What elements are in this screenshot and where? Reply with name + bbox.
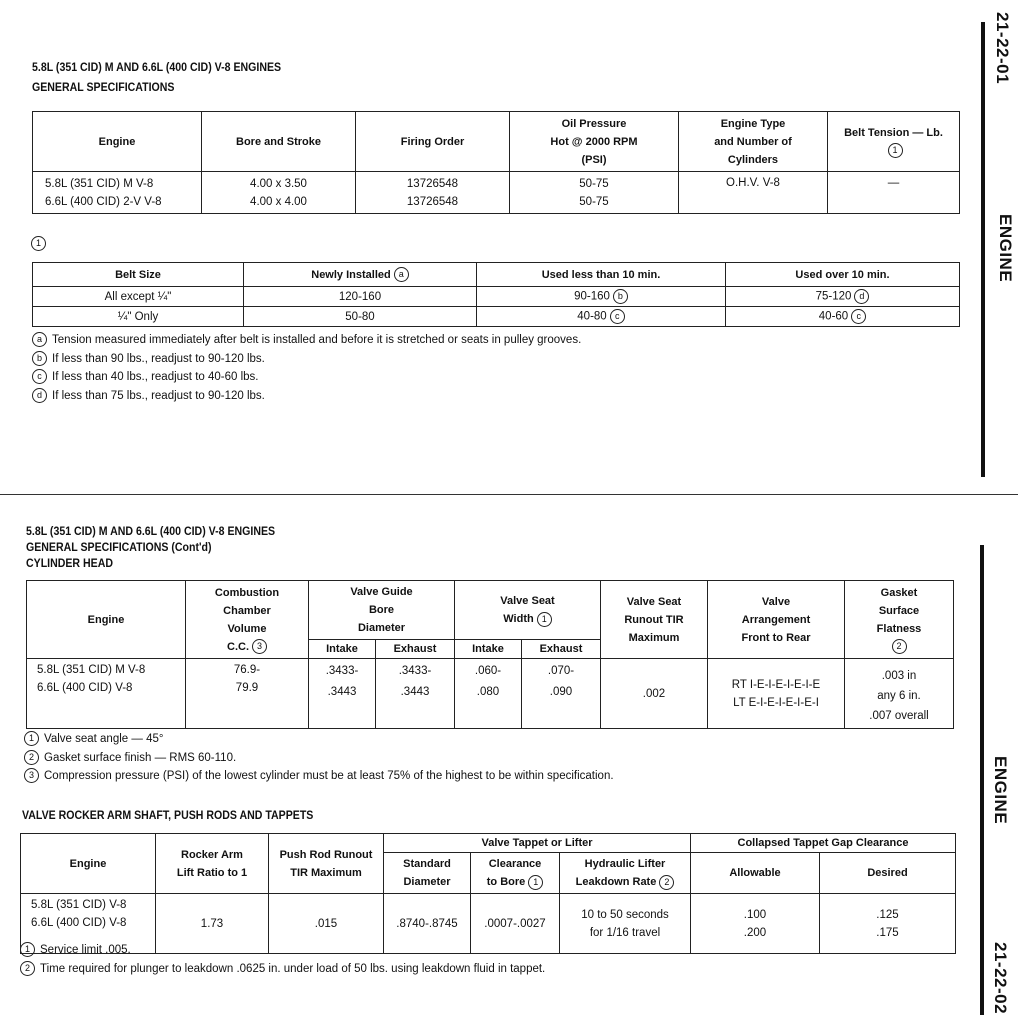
belt-note-marker: 1 [31, 236, 46, 251]
col-gasket: Gasket Surface Flatness 2 [845, 581, 954, 659]
rocker-notes [20, 941, 545, 978]
col-arrangement: Valve Arrangement Front to Rear [708, 581, 845, 659]
leakdown-cell: 10 to 50 seconds for 1/16 travel [560, 894, 691, 954]
belt-notes [32, 331, 581, 405]
note-1-icon: 1 [537, 612, 552, 627]
col-push-rod-runout: Push Rod Runout TIR Maximum [269, 834, 384, 894]
col-used-less: Used less than 10 min. [477, 263, 726, 287]
engine-type-cell: O.H.V. V-8 [679, 172, 828, 214]
col-engine: Engine [33, 112, 202, 172]
note-1-icon: 1 [888, 143, 903, 158]
runout-cell: .002 [601, 659, 708, 729]
note-line: a Tension measured immediately after belt is installed and before it is stretched or seats in pulley grooves. [32, 331, 581, 350]
clearance-cell: .0007-.0027 [471, 894, 560, 954]
desired-cell: .125 .175 [820, 894, 956, 954]
bore-stroke-cell: 4.00 x 3.50 4.00 x 4.00 [202, 172, 356, 214]
rocker-title: VALVE ROCKER ARM SHAFT, PUSH RODS AND TAPPETS [22, 810, 314, 822]
note-1-icon: 1 [528, 875, 543, 890]
page1-title: 5.8L (351 CID) M AND 6.6L (400 CID) V-8 ENGINES [32, 62, 282, 74]
col-collapsed-gap: Collapsed Tappet Gap Clearance [691, 834, 956, 853]
rocker-table [20, 833, 956, 954]
col-engine-type: Engine Type and Number of Cylinders [679, 112, 828, 172]
page2-side-label: ENGINE [991, 756, 1010, 825]
col-belt-tension: Belt Tension — Lb. 1 [828, 112, 960, 172]
note-line: 2 Gasket surface finish — RMS 60-110. [24, 749, 614, 768]
page2-number: 21-22-02 [991, 942, 1010, 1015]
note-3-icon: 3 [252, 639, 267, 654]
col-combustion: Combustion Chamber Volume C.C. 3 [186, 581, 309, 659]
cylinder-head-notes [24, 730, 614, 786]
guide-exhaust-cell: .3433- .3443 [376, 659, 455, 729]
cylinder-head-title: CYLINDER HEAD [26, 558, 113, 570]
page2-margin-rule [980, 545, 984, 1015]
belt-tension-table [32, 262, 960, 327]
note-line: 3 Compression pressure (PSI) of the lowest cylinder must be at least 75% of the highest to be within specification. [24, 767, 614, 786]
col-used-over: Used over 10 min. [726, 263, 960, 287]
col-valve-tappet: Valve Tappet or Lifter [384, 834, 691, 853]
seat-intake-cell: .060- .080 [455, 659, 522, 729]
col-guide-intake: Intake [309, 640, 376, 659]
col-belt-size: Belt Size [33, 263, 244, 287]
engine-cell: 5.8L (351 CID) M V-8 6.6L (400 CID) 2-V V-8 [33, 172, 202, 214]
page1-subtitle: GENERAL SPECIFICATIONS [32, 82, 175, 94]
belt-row: All except ¼" 120-160 90-160 b 75-120 d [33, 287, 960, 307]
page2-subtitle: GENERAL SPECIFICATIONS (Cont'd) [26, 542, 212, 554]
col-seat-width: Valve Seat Width 1 [455, 581, 601, 640]
engine-cell: 5.8L (351 CID) M V-8 6.6L (400 CID) V-8 [27, 659, 186, 729]
cylinder-head-table [26, 580, 954, 729]
allowable-cell: .100 .200 [691, 894, 820, 954]
gasket-cell: .003 in any 6 in. .007 overall [845, 659, 954, 729]
note-line: b If less than 90 lbs., readjust to 90-120 lbs. [32, 350, 581, 369]
note-line: 1 Service limit .005. [20, 941, 545, 960]
combustion-cell: 76.9- 79.9 [186, 659, 309, 729]
col-engine: Engine [21, 834, 156, 894]
col-engine: Engine [27, 581, 186, 659]
page-separator [0, 494, 1018, 495]
belt-row: ¼" Only 50-80 40-80 c 40-60 c [33, 307, 960, 327]
firing-order-cell: 13726548 13726548 [356, 172, 510, 214]
col-seat-runout: Valve Seat Runout TIR Maximum [601, 581, 708, 659]
note-line: c If less than 40 lbs., readjust to 40-60 lbs. [32, 368, 581, 387]
note-2-icon: 2 [892, 639, 907, 654]
col-seat-intake: Intake [455, 640, 522, 659]
general-spec-table [32, 111, 960, 214]
page2-title: 5.8L (351 CID) M AND 6.6L (400 CID) V-8 ENGINES [26, 526, 276, 538]
note-line: 2 Time required for plunger to leakdown .0625 in. under load of 50 lbs. using leakdown fluid in tappet. [20, 960, 545, 979]
col-allowable: Allowable [691, 853, 820, 894]
std-diameter-cell: .8740-.8745 [384, 894, 471, 954]
rocker-ratio-cell: 1.73 [156, 894, 269, 954]
note-line: 1 Valve seat angle — 45° [24, 730, 614, 749]
col-rocker-ratio: Rocker Arm Lift Ratio to 1 [156, 834, 269, 894]
col-guide-exhaust: Exhaust [376, 640, 455, 659]
col-firing-order: Firing Order [356, 112, 510, 172]
page1-number: 21-22-01 [993, 12, 1012, 85]
engine-cell: 5.8L (351 CID) V-8 6.6L (400 CID) V-8 [21, 894, 156, 954]
arrangement-cell: RT I-E-I-E-I-E-I-E LT E-I-E-I-E-I-E-I [708, 659, 845, 729]
col-valve-guide: Valve Guide Bore Diameter [309, 581, 455, 640]
page1-margin-rule [981, 22, 985, 477]
col-desired: Desired [820, 853, 956, 894]
col-newly-installed: Newly Installed a [244, 263, 477, 287]
col-clearance: Clearance to Bore 1 [471, 853, 560, 894]
seat-exhaust-cell: .070- .090 [522, 659, 601, 729]
guide-intake-cell: .3433- .3443 [309, 659, 376, 729]
col-bore-stroke: Bore and Stroke [202, 112, 356, 172]
note-2-icon: 2 [659, 875, 674, 890]
oil-pressure-cell: 50-75 50-75 [510, 172, 679, 214]
col-leakdown: Hydraulic Lifter Leakdown Rate 2 [560, 853, 691, 894]
note-line: d If less than 75 lbs., readjust to 90-120 lbs. [32, 387, 581, 406]
belt-tension-cell: — [828, 172, 960, 214]
col-seat-exhaust: Exhaust [522, 640, 601, 659]
page1-side-label: ENGINE [996, 214, 1015, 283]
push-rod-runout-cell: .015 [269, 894, 384, 954]
col-oil-pressure: Oil Pressure Hot @ 2000 RPM (PSI) [510, 112, 679, 172]
col-std-diameter: Standard Diameter [384, 853, 471, 894]
note-a-icon: a [394, 267, 409, 282]
